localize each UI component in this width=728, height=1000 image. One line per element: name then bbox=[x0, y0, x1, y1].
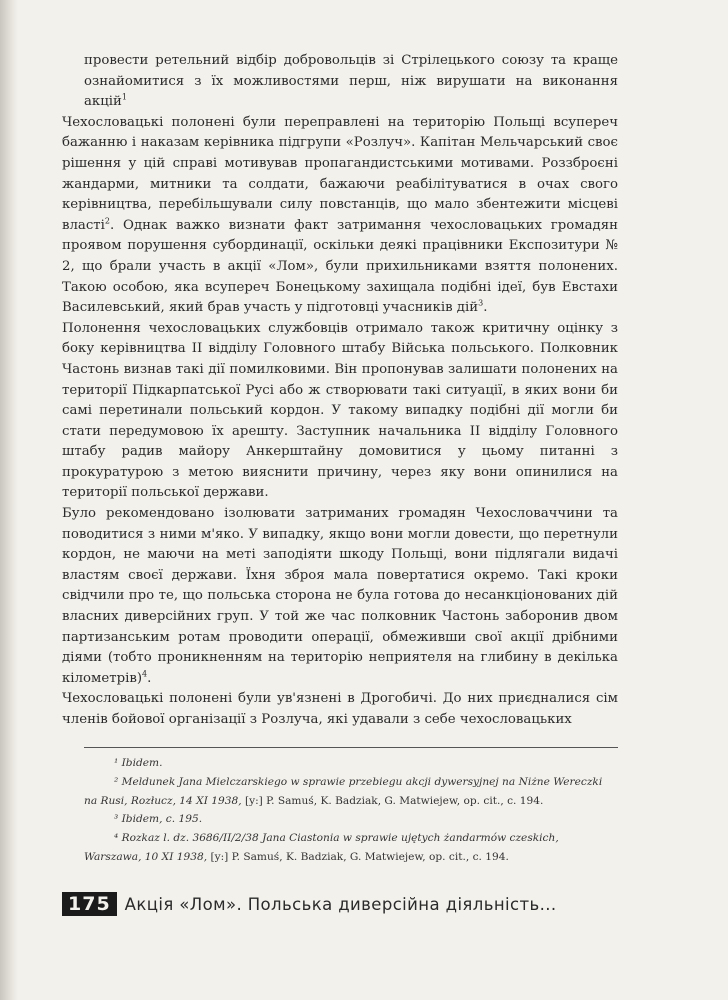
paragraph-text: провести ретельний відбір добровольців зі Стрілецького союзу та краще ознайомитися з їх можливостями перш, ніж вирушати на виконання акцій bbox=[84, 53, 618, 110]
running-title: Акція «Лом». Польська диверсійна діяльність... bbox=[124, 894, 557, 914]
footnotes bbox=[84, 754, 618, 867]
footnote: ¹ Ibidem. bbox=[114, 757, 163, 769]
paragraph-text: Чехословацькі полонені були ув'язнені в Дрогобичі. До них приєдналися сім членів бойової організації з Розлуча, які удавали з себе чехословацьких bbox=[62, 691, 618, 727]
paragraph bbox=[84, 51, 618, 113]
footnote-ref: 1 bbox=[121, 92, 127, 102]
paragraph-text: Чехословацькі полонені були переправлені на територію Польщі всупереч бажанню і наказам керівника підгрупи «Розлуч». Капітан Мельчарський своє рішення у цій справі мотивував пропагандистськими мотивами. Роззброєні жандарми, митники та солдати, бажаючи реабілітуватися в очах свого керівництва, перебільшували силу повстанців, що мало збентежити місцеві власті bbox=[62, 114, 618, 233]
paragraph bbox=[62, 689, 618, 730]
footnote bbox=[84, 829, 618, 867]
footnote-ref: 3 bbox=[478, 298, 484, 308]
footnote-source: [y:] P. Samuś, K. Badziak, G. Matwiejew, op. cit., c. 194. bbox=[207, 850, 509, 863]
paragraph-text: . Однак важко визнати факт затримання чехословацьких громадян проявом порушення субординації, оскільки деякі працівники Експозитури № 2, що брали участь в акції «Лом», були прихильниками взяття полонених. Такою особою, яка всупереч Бонецькому захищала подібні ідеї, був Евстахи Василевський, який брав участь у підготовці учасників дій bbox=[62, 217, 618, 316]
footnote-ref: 2 bbox=[104, 216, 111, 226]
paragraph bbox=[62, 319, 618, 504]
footnote bbox=[84, 773, 618, 811]
footnote-divider bbox=[84, 747, 618, 748]
paragraph: Чехословацькі полонені були переправлені на територію Польщі всупереч бажанню і наказам керівника підгрупи «Розлуч». Капітан Мельчарський своє рішення у цій справі мотивував пропагандистськими мотивами. Роззброєні жандарми, митники та солдати, бажаючи реабілітуватися в очах свого керівництва, перебільшували силу повстанців, що мало збентежити місцеві власті$^2$. Однак важко визнати факт затримання чехословацьких громадян проявом порушення субординації, оскільки деякі працівники Експозитури № 2, що брали участь в акції «Лом», були прихильниками взяття полонених. Такою особою, яка всупереч Бонецькому захищала подібні ідеї, був Евстахи Василевський, який брав участь у підготовці учасників дій$^3$. bbox=[62, 114, 618, 316]
footnote: ³ Ibidem, c. 195. bbox=[114, 813, 203, 826]
footnote-title: ² Meldunek Jana Mielczarskiego w sprawie przebiegu akcji dywersyjnej na Niżne Wereczki na Rusi, Rozłucz, 14 XI 1938, bbox=[84, 775, 603, 807]
footnote-source: [y:] P. Samuś, K. Badziak, G. Matwiejew, op. cit., c. 194. bbox=[241, 794, 544, 807]
main-text bbox=[62, 51, 618, 731]
footnote-ref: 4 bbox=[142, 669, 148, 679]
footnote-title: ⁴ Rozkaz l. dz. 3686/II/2/38 Jana Ciastonia w sprawie ujętych żandarmów czeskich, Warszawa, 10 XI 1938, bbox=[84, 832, 559, 863]
page-footer bbox=[62, 891, 557, 917]
paragraph-text: Полонення чехословацьких службовців отримало також критичну оцінку з боку керівництва II відділу Головного штабу Війська польського. Полковник Частонь визнав такі дії помилковими. Він пропонував залишати полонених на території Підкарпатської Русі або ж створювати такі ситуації, в яких вони би самі перетинали польський кордон. У такому випадку подібні дії могли би стати передумовою їх арешту. Заступник начальника II відділу Головного штабу радив майору Анкерштайну домовитися у цьому питанні з прокуратурою з метою вияснити причину, через яку вони опинилися на території польської держави. bbox=[62, 320, 618, 501]
paragraph: Було рекомендовано ізолювати затриманих громадян Чехословаччини та поводитися з ними м'яко. У випадку, якщо вони могли довести, що перетнули кордон, не маючи на меті заподіяти шкоду Польщі, вони підлягали видачі властям своєї держави. Їхня зброя мала повертатися окремо. Такі кроки свідчили про те, що польська сторона не була готова до несанкціонованих дій власних диверсійних груп. У той же час полковник Частонь заборонив двом партизанським ротам проводити операції, обмеживши свої акції дрібними діями (тобто проникненням на територію неприятеля на глибину в декілька кілометрів)$^4$. bbox=[62, 506, 618, 686]
paragraph-text: Було рекомендовано ізолювати затриманих громадян Чехословаччини та поводитися з ними м'яко. У випадку, якщо вони могли довести, що перетнули кордон, не маючи на меті заподіяти шкоду Польщі, вони підлягали видачі властям своєї держави. Їхня зброя мала повертатися окремо. Такі кроки свідчили про те, що польська сторона не була готова до несанкціонованих дій власних диверсійних груп. У той же час полковник Частонь заборонив двом партизанським ротам проводити операції, обмеживши свої акції дрібними діями (тобто проникненням на територію неприятеля на глибину в декілька кілометрів) bbox=[62, 506, 618, 686]
page-number: 175 bbox=[62, 892, 117, 916]
page-gutter-shadow bbox=[0, 0, 18, 1000]
